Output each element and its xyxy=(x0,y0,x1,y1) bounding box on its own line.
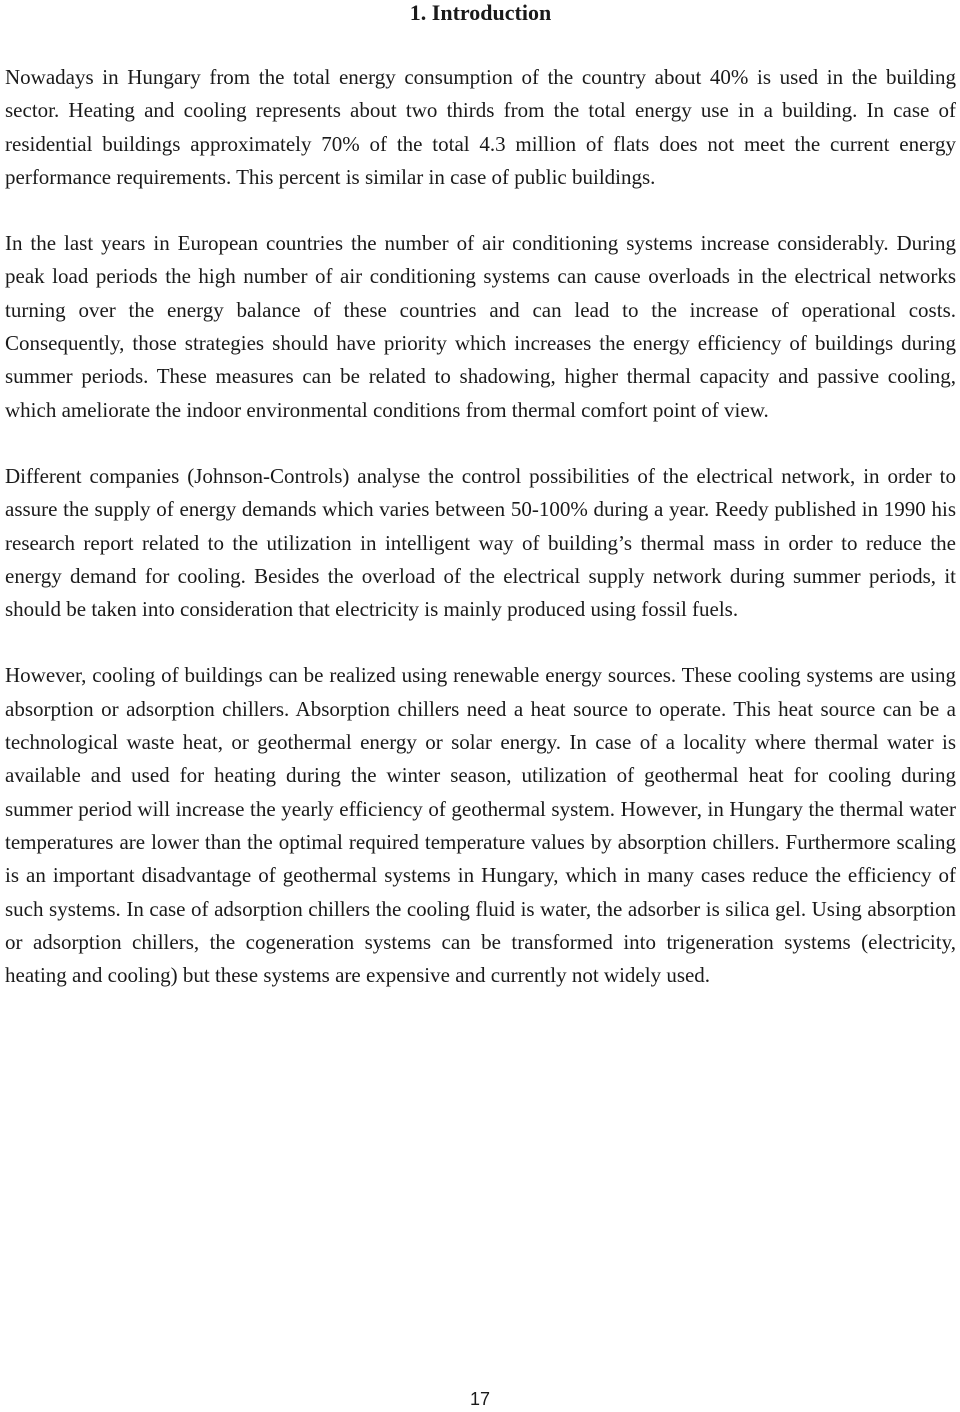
paragraph-electrical-network: Different companies (Johnson-Controls) analyse the control possibilities of the electrical network, in order to assure the supply of energy demands which varies between 50-100% during a year. Reedy published in 1990 his research report related to the utilization in intelligent way of building’s thermal mass in order to reduce the energy demand for cooling. Besides the overload of the electrical supply network during summer periods, it should be taken into consideration that electricity is mainly produced using fossil fuels. xyxy=(5,463,956,622)
page-number: 17 xyxy=(469,1389,491,1409)
section-title: 1. Introduction xyxy=(409,0,552,25)
document-page xyxy=(5,0,956,992)
paragraph-air-conditioning: In the last years in European countries the number of air conditioning systems increase considerably. During peak load periods the high number of air conditioning systems can cause overloads in the electrical networks turning over the energy balance of these countries and can lead to the increase of operational costs. Consequently, those strategies should have priority which increases the energy efficiency of buildings during summer periods. These measures can be related to shadowing, higher thermal capacity and passive cooling, which ameliorate the indoor environmental conditions from thermal comfort point of view. xyxy=(5,231,956,422)
paragraph-energy-consumption: Nowadays in Hungary from the total energy consumption of the country about 40% is used in the building sector. Heating and cooling represents about two thirds from the total energy use in a building. In case of residential buildings approximately 70% of the total 4.3 million of flats does not meet the current energy performance requirements. This percent is similar in case of public buildings. xyxy=(5,65,956,189)
paragraph-renewable-cooling: However, cooling of buildings can be realized using renewable energy sources. These cooling systems are using absorption or adsorption chillers. Absorption chillers need a heat source to operate. This heat source can be a technological waste heat, or geothermal energy or solar energy. In case of a locality where thermal water is available and used for heating during the winter season, utilization of geothermal heat for cooling during summer period will increase the yearly efficiency of geothermal system. However, in Hungary the thermal water temperatures are lower than the optimal required temperature values by absorption chillers. Furthermore scaling is an important disadvantage of geothermal systems in Hungary, which in many cases reduce the efficiency of such systems. In case of adsorption chillers the cooling fluid is water, the adsorber is silica gel. Using absorption or adsorption chillers, the cogeneration systems can be transformed into trigeneration systems (electricity, heating and cooling) but these systems are expensive and currently not widely used. xyxy=(5,663,956,988)
